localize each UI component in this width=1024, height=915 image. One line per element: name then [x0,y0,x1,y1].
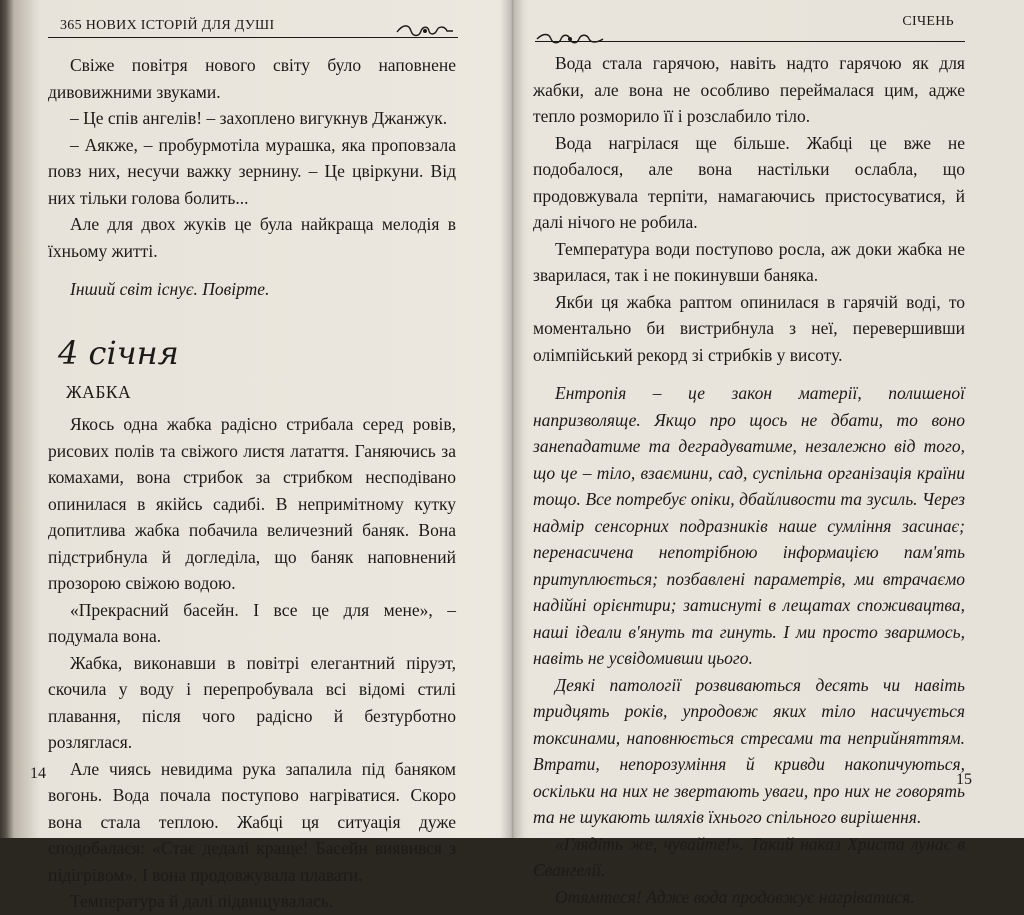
right-page-text [533,50,965,910]
italic-paragraph: «Глядіть же, чувайте!». Такий наказ Христа лунає в Євангелії. [533,833,965,880]
italic-paragraph: Отямтеся! Адже вода продовжує нагріватися. [555,886,915,907]
paragraph: Якось одна жабка радісно стрибала серед ровів, рисових полів та свіжого листя латаття. Ганяючись за комахами, вона стрибок за стрибком несподівано опинилася в якійсь садибі. В непримітному кутку допитлива жабка побачила величезний баняк. Вона підстрибнула й догледіла, що баняк наповнений прозорою свіжою водою. [48,414,456,593]
paragraph: Температура й далі підвищувалась. [70,891,334,911]
paragraph: Температура води поступово росла, аж доки жабка не зварилася, так і не покинувши баняка. [533,238,965,285]
paragraph: Якби ця жабка раптом опинилася в гарячій воді, то моментально би вистрибнула з неї, перевершивши олімпійський рекорд зі стрибків у висоту. [533,291,965,365]
paragraph: – Це спів ангелів! – захоплено вигукнув Джанжук. [70,108,448,128]
page-number-right: 15 [956,771,972,788]
paragraph: Але чиясь невидима рука запалила під баняком вогонь. Вода почала поступово нагріватися. Скоро вона стала теплою. Жабці ця ситуація дуже сподобалася: «Стає дедалі краще! Басейн виявився з підігрівом». І вона продовжувала плавати. [48,758,456,885]
moral-line: Інший світ існує. Повірте. [70,279,270,299]
paragraph: «Прекрасний басейн. І все це для мене», – подумала вона. [48,599,456,646]
paragraph: – Аякже, – пробурмотіла мурашка, яка проповзала повз них, несучи важку зернину. – Це цвіркуни. Від них тільки голова болить... [48,134,456,208]
page-number-left: 14 [30,765,46,782]
section-title: ЖАБКА [66,381,132,402]
running-head-right: СІЧЕНЬ [902,14,954,29]
paragraph: Але для двох жуків це була найкраща мелодія в їхньому житті. [48,214,456,261]
paragraph: Свіже повітря нового світу було наповнене дивовижними звуками. [48,55,456,102]
running-head-left: 365 НОВИХ ІСТОРІЙ ДЛЯ ДУШІ [60,18,275,33]
flourish-ornament-icon [535,30,605,51]
left-page-text [48,52,456,915]
italic-paragraph: Деякі патології розвиваються десять чи навіть тридцять років, упродовж яких тіло насичується токсинами, наповнюється стресами та неприйняттям. Втрати, непорозуміння й кривди накопичуються, оскільки на них не звертають уваги, про них не говорять та не шукають шляхів їхнього спільного вирішення. [533,674,965,827]
italic-paragraph: Ентропія – це закон матерії, полишеної напризволяще. Якщо про щось не дбати, то воно занепадатиме та деградуватиме, незалежно від того, що це – тіло, взаємини, сад, суспільна організація країни тощо. Все потребує опіки, дбайливости та зусиль. Через надмір сенсорних подразників наше сумління засинає; перенасичена непотрібною інформацією пам'ять притуплюється; позбавлені параметрів, ми втрачаємо надійні орієнтири; затиснуті в лещатах споживацтва, наші ідеали в'януть та гинуть. І ми просто зваримось, навіть не усвідомивши цього. [533,383,965,668]
date-title: 4 січня [58,333,179,372]
left-page [0,0,505,911]
flourish-ornament-icon [395,22,455,43]
paragraph: Вода нагрілася ще більше. Жабці це вже не подобалося, але вона настільки ослабла, що продовжувала терпіти, намагаючись пристосуватися, й далі нічого не робила. [533,132,965,232]
right-page [515,0,1024,907]
paragraph: Вода стала гарячою, навіть надто гарячою як для жабки, але вона не особливо переймалася цим, адже тепло розморило її і розслабило тіло. [533,53,965,126]
paragraph: Жабка, виконавши в повітрі елегантний піруэт, скочила у воду і перепробувала всі відомі стилі плавання, після чого радісно й безтурботно розляглася. [48,652,456,752]
